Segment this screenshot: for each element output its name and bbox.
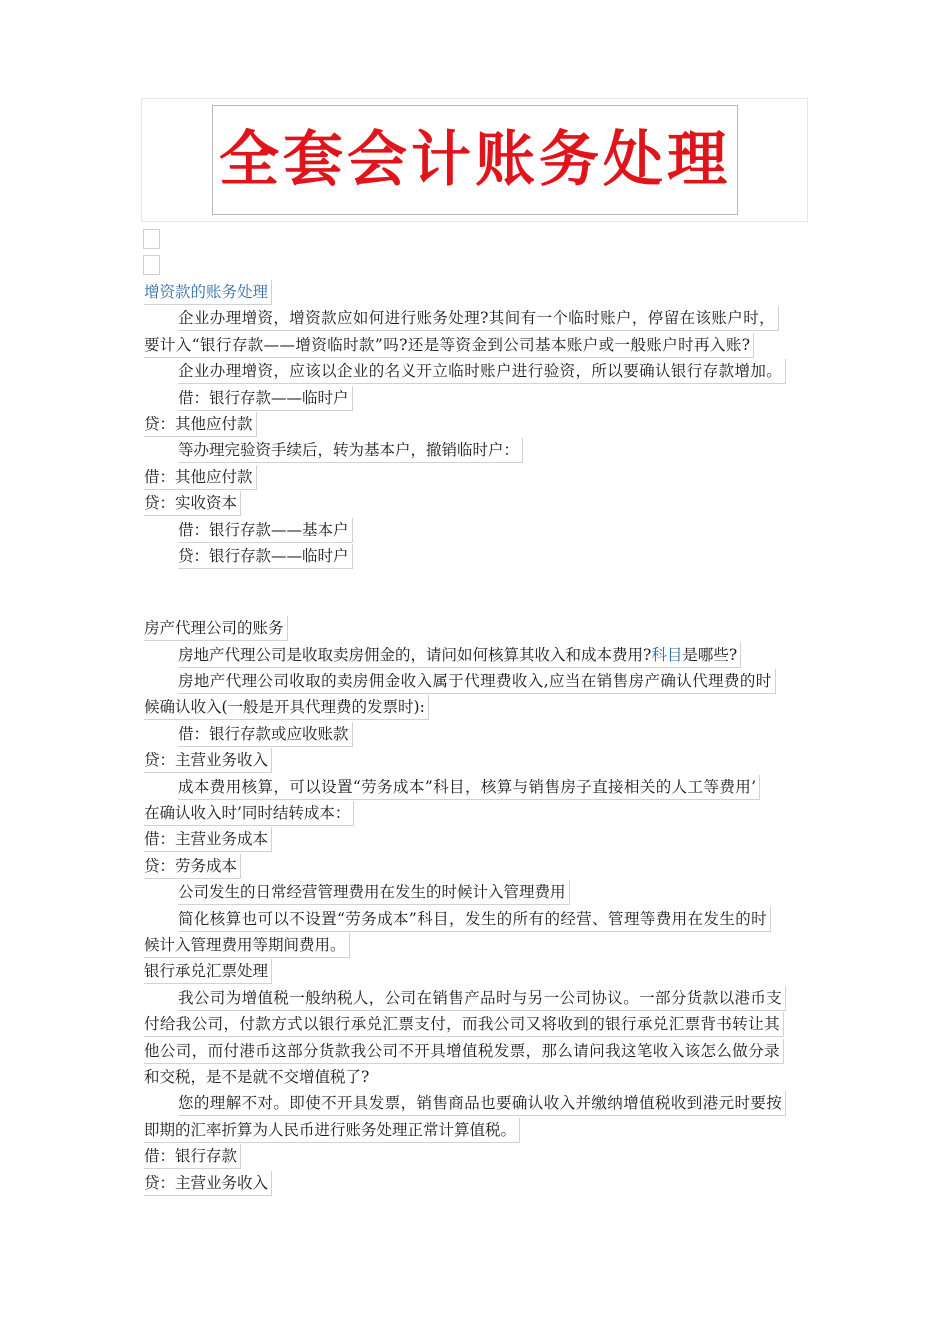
entry-debit: 借：银行存款——基本户 (144, 518, 810, 544)
entry-credit: 贷：主营业务收入 (144, 1171, 810, 1197)
text-line: 付给我公司，付款方式以银行承兑汇票支付，而我公司又将收到的银行承兑汇票背书转让其 (144, 1012, 810, 1038)
question-text: 房地产代理公司是收取卖房佣金的，请问如何核算其收入和成本费用? (178, 645, 652, 664)
text-line: 候确认收入(一般是开具代理费的发票时): (144, 695, 810, 721)
question-text-end: 是哪些? (682, 645, 738, 664)
entry-debit: 借：银行存款 (144, 1144, 810, 1170)
text-line: 您的理解不对。即使不开具发票，销售商品也要确认收入并缴纳增值税收到港元时要按 (144, 1091, 810, 1117)
entry-credit: 贷：主营业务收入 (144, 748, 810, 774)
text-line: 在确认收入时’同时结转成本： (144, 801, 810, 827)
text-line: 我公司为增值税一般纳税人，公司在销售产品时与另一公司协议。一部分货款以港币支 (144, 986, 810, 1012)
entry-debit: 借：银行存款——临时户 (144, 386, 810, 412)
entry-credit: 贷：其他应付款 (144, 412, 810, 438)
text-line: 即期的汇率折算为人民币进行账务处理正常计算值税。 (144, 1118, 810, 1144)
text-line: 他公司，而付港币这部分货款我公司不开具增值税发票，那么请问我这笔收入该怎么做分录 (144, 1039, 810, 1065)
section-heading: 房产代理公司的账务 (144, 616, 810, 642)
entry-credit: 贷：银行存款——临时户 (144, 544, 810, 570)
banner-title: 全套会计账务处理 (219, 125, 731, 195)
banner-image (212, 105, 738, 215)
section-heading: 增资款的账务处理 (144, 280, 810, 306)
text-line: 企业办理增资，增资款应如何进行账务处理?其间有一个临时账户，停留在该账户时， (144, 306, 810, 332)
entry-credit: 贷：实收资本 (144, 491, 810, 517)
text-line: 成本费用核算，可以设置“劳务成本”科目，核算与销售房子直接相关的人工等费用’ (144, 775, 810, 801)
entry-credit: 贷：劳务成本 (144, 854, 810, 880)
section-heading: 银行承兑汇票处理 (144, 959, 810, 985)
entry-debit: 借：主营业务成本 (144, 827, 810, 853)
subject-link[interactable]: 科目 (651, 645, 683, 664)
entry-debit: 借：银行存款或应收账款 (144, 722, 810, 748)
question-line (144, 643, 810, 669)
text-line: 简化核算也可以不设置“劳务成本”科目，发生的所有的经营、管理等费用在发生的时 (144, 907, 810, 933)
text-line: 和交税，是不是就不交增值税了? (144, 1067, 370, 1086)
text-line: 房地产代理公司收取的卖房佣金收入属于代理费收入,应当在销售房产确认代理费的时 (144, 669, 810, 695)
image-placeholder (143, 229, 160, 249)
text-line: 等办理完验资手续后，转为基本户，撤销临时户： (144, 438, 810, 464)
section-gap (144, 570, 810, 616)
entry-debit: 借：其他应付款 (144, 465, 810, 491)
text-line: 候计入管理费用等期间费用。 (144, 933, 810, 959)
image-placeholder (143, 255, 160, 275)
text-line: 要计入“银行存款——增资临时款”吗?还是等资金到公司基本账户或一般账户时再入账? (144, 333, 810, 359)
text-line: 公司发生的日常经营管理费用在发生的时候计入管理费用 (144, 880, 810, 906)
document-body (144, 280, 810, 1197)
text-line: 企业办理增资，应该以企业的名义开立临时账户进行验资，所以要确认银行存款增加。 (144, 359, 810, 385)
